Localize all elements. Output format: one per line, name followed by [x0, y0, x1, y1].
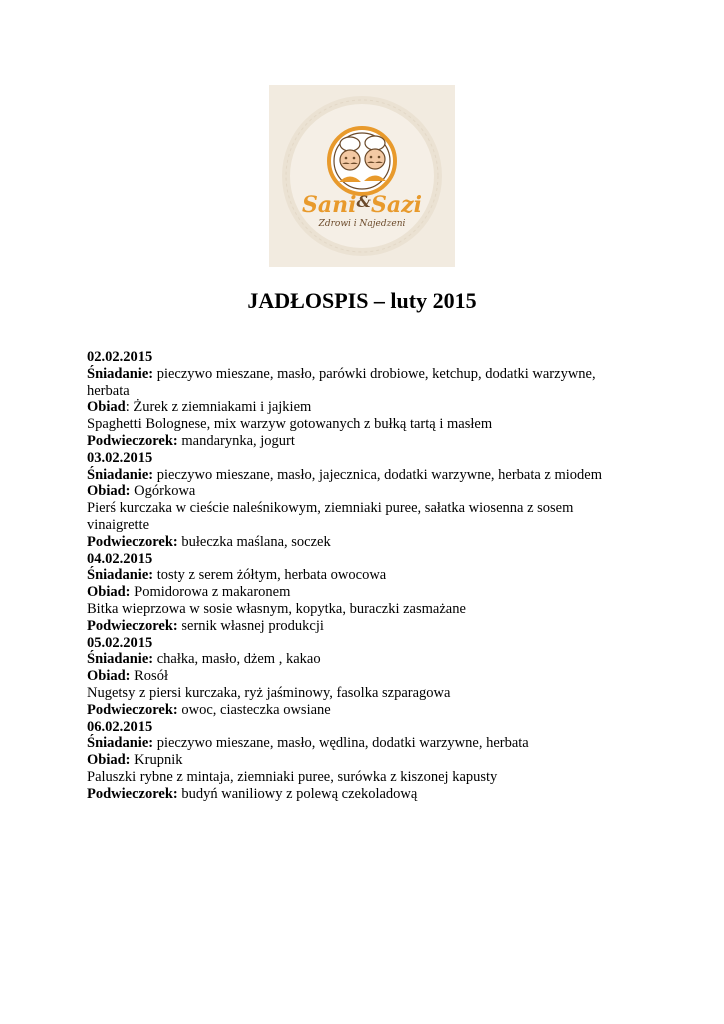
lunch-text: Pomidorowa z makaronem: [130, 584, 291, 601]
lunch-label: Obiad:: [87, 752, 131, 769]
snack-line: [87, 702, 627, 719]
lunch-text: Krupnik: [130, 752, 183, 769]
day-entry: [87, 450, 627, 551]
main-course-line: Nugetsy z piersi kurczaka, ryż jaśminowy, fasolka szparagowa: [87, 684, 451, 701]
snack-text: sernik własnej produkcji: [177, 617, 324, 634]
snack-text: mandarynka, jogurt: [177, 432, 295, 449]
day-date: 04.02.2015: [87, 550, 153, 567]
day-entry: [87, 551, 627, 635]
lunch-line: [87, 584, 627, 601]
breakfast-continuation: herbata: [87, 382, 130, 399]
day-entry: [87, 349, 627, 450]
breakfast-line: [87, 567, 627, 584]
snack-line: [87, 618, 627, 635]
lunch-text: Rosół: [130, 668, 168, 685]
lunch-text: : Żurek z ziemniakami i jajkiem: [125, 399, 312, 416]
breakfast-label: Śniadanie:: [87, 567, 154, 584]
snack-line: [87, 534, 627, 551]
snack-text: bułeczka maślana, soczek: [177, 533, 331, 550]
day-date: 06.02.2015: [87, 718, 153, 735]
snack-label: Podwieczorek:: [87, 701, 178, 718]
lunch-label: Obiad:: [87, 483, 131, 500]
day-date: 03.02.2015: [87, 449, 153, 466]
breakfast-line: [87, 651, 627, 668]
lunch-line: [87, 668, 627, 685]
day-date: 05.02.2015: [87, 634, 153, 651]
day-date: 02.02.2015: [87, 349, 153, 365]
breakfast-label: Śniadanie:: [87, 365, 154, 382]
main-course-line: Bitka wieprzowa w sosie własnym, kopytka, buraczki zasmażane: [87, 600, 466, 617]
main-course-line: Paluszki rybne z mintaja, ziemniaki puree, surówka z kiszonej kapusty: [87, 768, 498, 785]
main-course-line: Spaghetti Bolognese, mix warzyw gotowanych z bułką tartą i masłem: [87, 416, 493, 433]
breakfast-text: pieczywo mieszane, masło, wędlina, dodatki warzywne, herbata: [153, 735, 529, 752]
lunch-line: [87, 483, 627, 500]
breakfast-text: pieczywo mieszane, masło, jajecznica, dodatki warzywne, herbata z miodem: [153, 466, 602, 483]
breakfast-label: Śniadanie:: [87, 466, 154, 483]
breakfast-text: chałka, masło, dżem , kakao: [153, 651, 321, 668]
logo-brand-text: Sani&Sazi: [302, 192, 422, 218]
day-entry: [87, 635, 627, 719]
lunch-label: Obiad:: [87, 668, 131, 685]
snack-label: Podwieczorek:: [87, 617, 178, 634]
breakfast-label: Śniadanie:: [87, 651, 154, 668]
lunch-line: [87, 399, 627, 416]
lunch-text: Ogórkowa: [130, 483, 196, 500]
breakfast-text: tosty z serem żółtym, herbata owocowa: [153, 567, 387, 584]
snack-line: [87, 433, 627, 450]
logo-tagline: Zdrowi i Najedzeni: [318, 219, 406, 229]
snack-label: Podwieczorek:: [87, 785, 178, 802]
breakfast-text: pieczywo mieszane, masło, parówki drobiowe, ketchup, dodatki warzywne,: [153, 365, 596, 382]
sani-sazi-logo-image: [269, 85, 455, 267]
main-course-line: Pierś kurczaka w cieście naleśnikowym, ziemniaki puree, sałatka wiosenna z sosem: [87, 500, 574, 517]
snack-label: Podwieczorek:: [87, 432, 178, 449]
snack-text: owoc, ciasteczka owsiane: [177, 701, 331, 718]
day-entry: [87, 719, 627, 803]
lunch-label: Obiad: [87, 399, 126, 416]
breakfast-line: [87, 366, 627, 383]
breakfast-line: [87, 467, 627, 484]
breakfast-line: [87, 735, 627, 752]
lunch-line: [87, 752, 627, 769]
lunch-label: Obiad:: [87, 584, 131, 601]
snack-label: Podwieczorek:: [87, 533, 178, 550]
main-course-continuation: vinaigrette: [87, 516, 150, 533]
menu-list: [87, 349, 627, 803]
breakfast-label: Śniadanie:: [87, 735, 154, 752]
page-title: JADŁOSPIS – luty 2015: [247, 288, 477, 313]
snack-text: budyń waniliowy z polewą czekoladową: [177, 785, 418, 802]
company-logo: [269, 85, 455, 267]
snack-line: [87, 786, 627, 803]
